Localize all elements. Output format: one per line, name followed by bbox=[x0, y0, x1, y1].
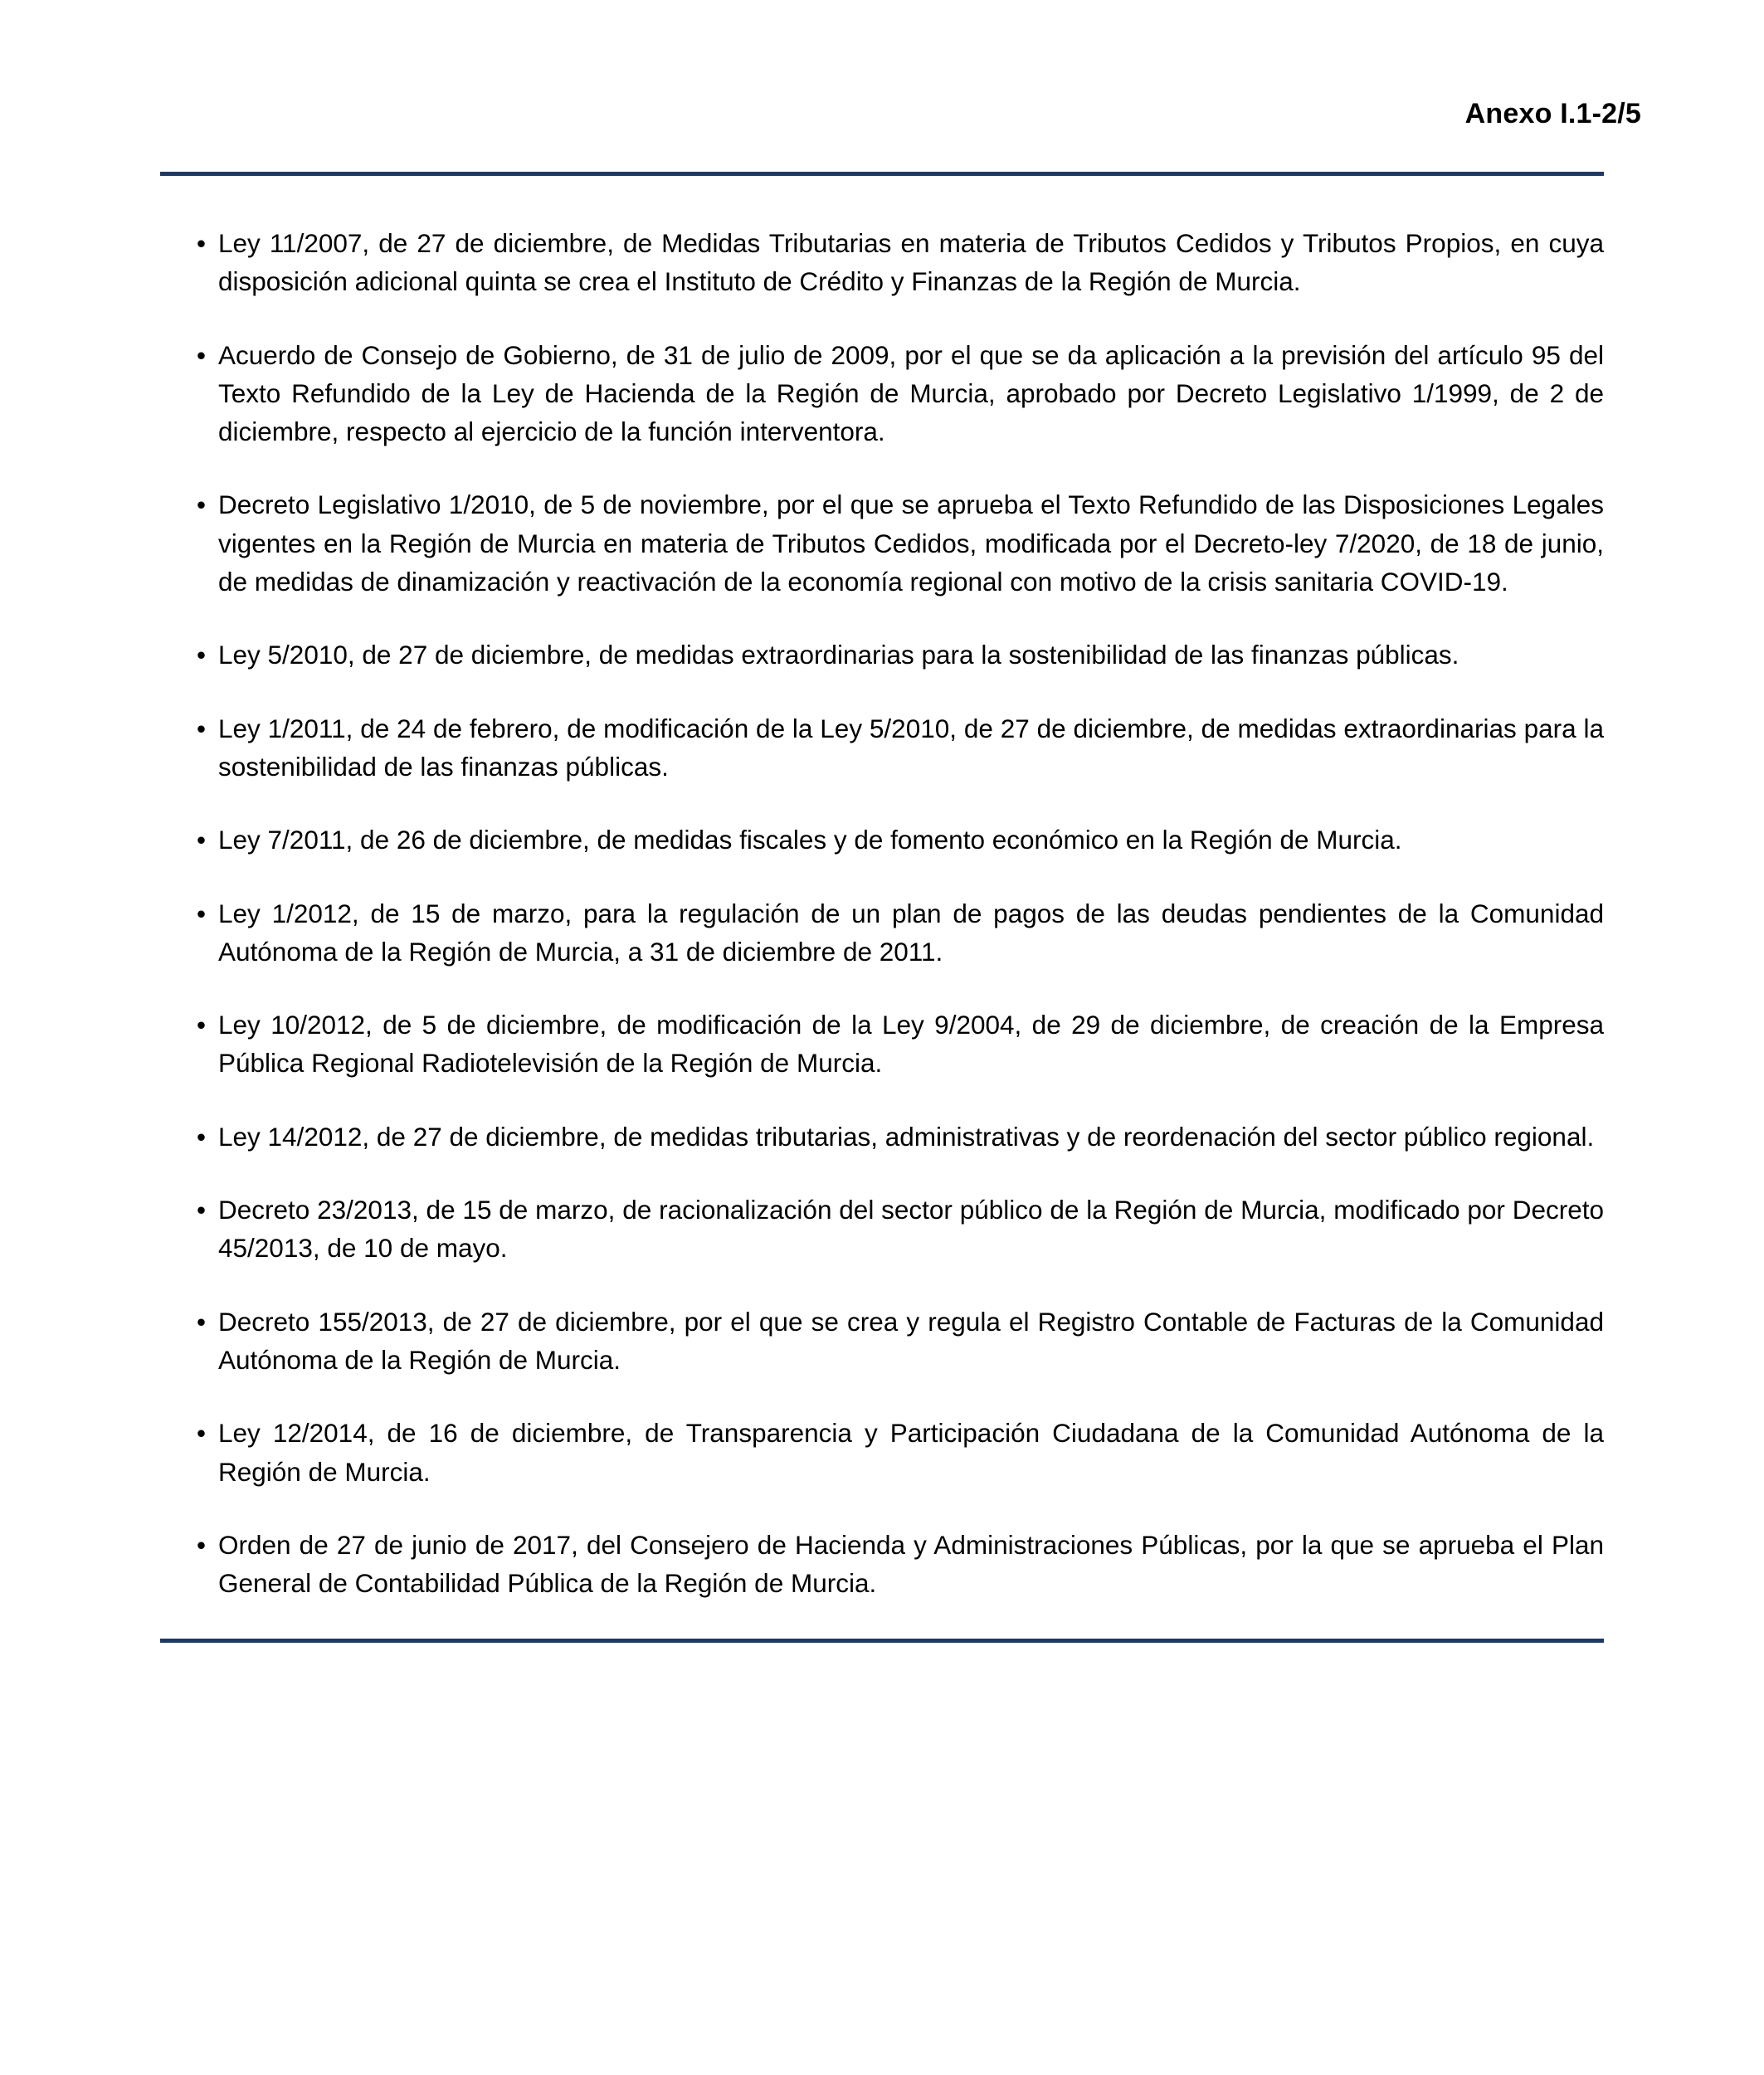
list-item bbox=[160, 1191, 1604, 1268]
list-item bbox=[160, 1006, 1604, 1083]
list-item-text: Orden de 27 de junio de 2017, del Consejero de Hacienda y Administraciones Públicas, por la que se aprueba el Plan General de Contabilidad Pública de la Región de Murcia. bbox=[218, 1529, 1604, 1599]
list-item-text: Ley 1/2011, de 24 de febrero, de modificación de la Ley 5/2010, de 27 de diciembre, de medidas extraordinarias para la sostenibilidad de las finanzas públicas. bbox=[218, 713, 1604, 782]
list-item-text: Ley 7/2011, de 26 de diciembre, de medidas fiscales y de fomento económico en la Región de Murcia. bbox=[218, 825, 1402, 855]
list-item bbox=[160, 1303, 1604, 1380]
list-item-text: Ley 10/2012, de 5 de diciembre, de modificación de la Ley 9/2004, de 29 de diciembre, de creación de la Empresa Pública Regional Radiotelevisión de la Región de Murcia. bbox=[218, 1010, 1604, 1079]
document-body bbox=[160, 176, 1604, 1602]
list-item bbox=[160, 336, 1604, 451]
footer-divider-rule bbox=[160, 1639, 1604, 1643]
bullet-icon: • bbox=[197, 1418, 207, 1449]
bullet-icon: • bbox=[197, 228, 207, 258]
list-item bbox=[160, 1526, 1604, 1603]
list-item-text: Decreto Legislativo 1/2010, de 5 de noviembre, por el que se aprueba el Texto Refundido de las Disposiciones Legales vigentes en la Región de Murcia en materia de Tributos Cedidos, modificada por el Decreto-ley 7/2020, de 18 de junio, de medidas de dinamización y reactivación de la economía regional con motivo de la crisis sanitaria COVID-19. bbox=[218, 490, 1604, 597]
list-item bbox=[160, 821, 1604, 859]
list-item-text: Decreto 155/2013, de 27 de diciembre, por el que se crea y regula el Registro Contable de Facturas de la Comunidad Autónoma de la Región de Murcia. bbox=[218, 1306, 1604, 1375]
list-item-text: Ley 5/2010, de 27 de diciembre, de medidas extraordinarias para la sostenibilidad de las finanzas públicas. bbox=[218, 640, 1459, 670]
bullet-icon: • bbox=[197, 713, 207, 743]
list-item bbox=[160, 1414, 1604, 1491]
bullet-icon: • bbox=[197, 1529, 207, 1560]
bullet-icon: • bbox=[197, 1010, 207, 1040]
bullet-icon: • bbox=[197, 339, 207, 370]
bullet-icon: • bbox=[197, 640, 207, 670]
list-item-text: Decreto 23/2013, de 15 de marzo, de racionalización del sector público de la Región de Murcia, modificado por Decreto 45/2013, de 10 de mayo. bbox=[218, 1195, 1604, 1264]
list-item-text: Ley 12/2014, de 16 de diciembre, de Transparencia y Participación Ciudadana de la Comunidad Autónoma de la Región de Murcia. bbox=[218, 1418, 1604, 1487]
list-item-text: Ley 1/2012, de 15 de marzo, para la regulación de un plan de pagos de las deudas pendientes de la Comunidad Autónoma de la Región de Murcia, a 31 de diciembre de 2011. bbox=[218, 898, 1604, 967]
list-item bbox=[160, 636, 1604, 674]
list-item-text: Acuerdo de Consejo de Gobierno, de 31 de julio de 2009, por el que se da aplicación a la previsión del artículo 95 del Texto Refundido de la Ley de Hacienda de la Región de Murcia, aprobado por Decreto Legislativo 1/1999, de 2 de diciembre, respecto al ejercicio de la función interventora. bbox=[218, 339, 1604, 447]
bullet-icon: • bbox=[197, 825, 207, 855]
bullet-icon: • bbox=[197, 490, 207, 520]
list-item bbox=[160, 709, 1604, 787]
bullet-icon: • bbox=[197, 898, 207, 928]
bullet-icon: • bbox=[197, 1195, 207, 1225]
list-item bbox=[160, 224, 1604, 301]
bullet-icon: • bbox=[197, 1306, 207, 1337]
list-item bbox=[160, 894, 1604, 972]
legal-references-list bbox=[160, 224, 1604, 1602]
list-item-text: Ley 14/2012, de 27 de diciembre, de medidas tributarias, administrativas y de reordenación del sector público regional. bbox=[218, 1121, 1595, 1152]
page-header bbox=[0, 0, 1764, 130]
list-item bbox=[160, 1118, 1604, 1156]
list-item-text: Ley 11/2007, de 27 de diciembre, de Medidas Tributarias en materia de Tributos Cedidos y Tributos Propios, en cuya disposición adicional quinta se crea el Instituto de Crédito y Finanzas de la Región de Murcia. bbox=[218, 228, 1604, 297]
bullet-icon: • bbox=[197, 1121, 207, 1152]
annex-label: Anexo I.1-2/5 bbox=[1464, 98, 1641, 129]
list-item bbox=[160, 485, 1604, 601]
